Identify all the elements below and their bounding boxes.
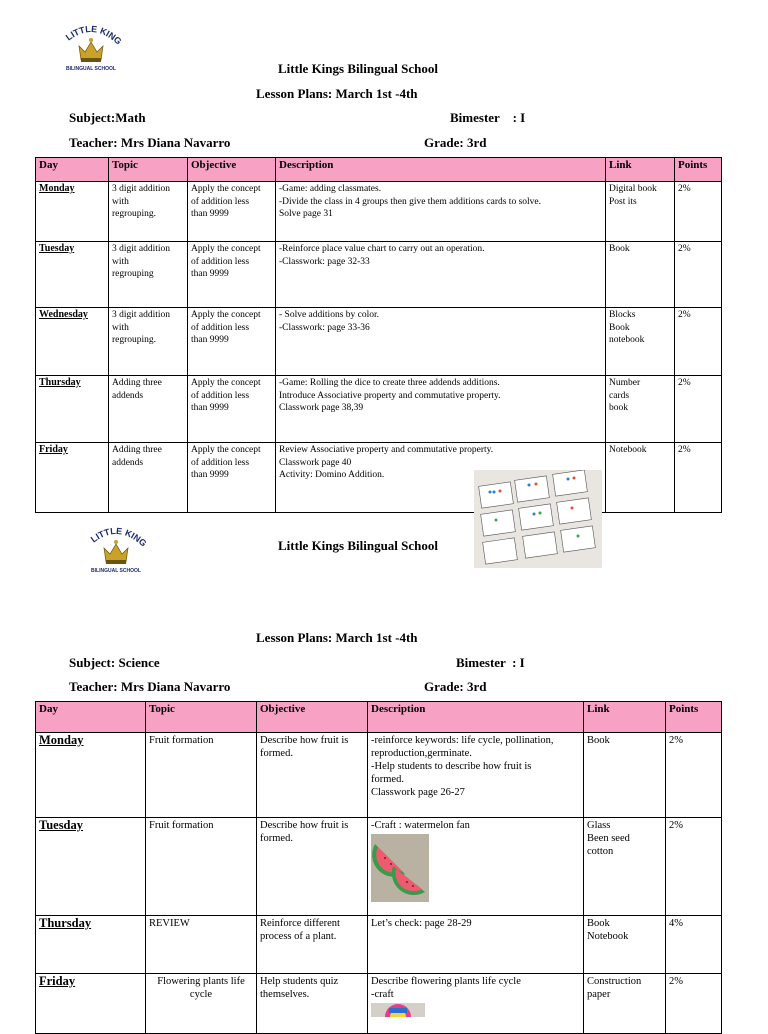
bimester-label: Bimester : I [450, 110, 526, 125]
lesson-plans-title: Lesson Plans: March 1st -4th [256, 86, 418, 101]
teacher-label-2: Teacher: Mrs Diana Navarro [69, 679, 231, 694]
link-cell: Book [584, 733, 666, 818]
school-logo-2 [80, 524, 152, 576]
topic-cell: Flowering plants life cycle [146, 974, 257, 1034]
table-row [36, 242, 722, 308]
description-cell [368, 818, 584, 916]
points-cell: 2% [675, 376, 722, 443]
objective-cell: Apply the concept of addition less than 9999 [188, 182, 276, 242]
svg-text:LITTLE KINGS [80, 524, 148, 549]
topic-cell: 3 digit addition with regrouping [109, 242, 188, 308]
table-header-row [36, 702, 722, 733]
table-row [36, 308, 722, 376]
day-monday-link[interactable]: Monday [39, 733, 84, 747]
column-header-points: Points [675, 158, 722, 182]
day-friday-link[interactable]: Friday [39, 444, 68, 455]
description-text: -Craft : watermelon fan [371, 820, 470, 831]
logo-subtext: BILINGUAL SCHOOL [91, 568, 141, 574]
column-header-topic: Topic [109, 158, 188, 182]
day-tuesday-link[interactable]: Tuesday [39, 243, 75, 254]
description-cell: -reinforce keywords: life cycle, pollination, reproduction,germinate. -Help students to describe how fruit is formed. Classwork page 26-27 [368, 733, 584, 818]
description-cell: Let’s check: page 28-29 [368, 916, 584, 974]
table-header-row [36, 158, 722, 182]
day-friday-link[interactable]: Friday [39, 974, 76, 988]
day-thursday-link[interactable]: Thursday [39, 916, 92, 930]
table-row [36, 916, 722, 974]
svg-text:LITTLE KINGS [55, 22, 123, 47]
link-cell: Notebook [606, 443, 675, 513]
points-cell: 2% [666, 818, 722, 916]
table-row [36, 818, 722, 916]
school-logo [55, 22, 127, 74]
lesson-plans-title-2: Lesson Plans: March 1st -4th [256, 630, 418, 645]
points-cell: 2% [675, 443, 722, 513]
math-lesson-table [35, 157, 722, 513]
column-header-points: Points [666, 702, 722, 733]
description-cell [368, 974, 584, 1034]
description-cell: - Solve additions by color. -Classwork: page 33-36 [276, 308, 606, 376]
topic-cell: Adding three addends [109, 376, 188, 443]
logo-arc-text: LITTLE KING [88, 525, 149, 549]
table-row [36, 182, 722, 242]
column-header-description: Description [368, 702, 584, 733]
points-cell: 2% [675, 242, 722, 308]
link-cell: Book [606, 242, 675, 308]
description-cell: -Game: adding classmates. -Divide the class in 4 groups then give them additions cards to solve. Solve page 31 [276, 182, 606, 242]
school-name: Little Kings Bilingual School [278, 61, 439, 76]
objective-cell: Apply the concept of addition less than 9999 [188, 242, 276, 308]
objective-cell: Describe how fruit is formed. [257, 733, 368, 818]
column-header-link: Link [584, 702, 666, 733]
day-thursday-link[interactable]: Thursday [39, 377, 81, 388]
column-header-day: Day [36, 702, 146, 733]
bimester-label-2: Bimester : I [456, 655, 525, 670]
objective-cell: Apply the concept of addition less than 9999 [188, 308, 276, 376]
table-row [36, 443, 722, 513]
column-header-objective: Objective [257, 702, 368, 733]
topic-cell: Fruit formation [146, 818, 257, 916]
subject-label: Subject:Math [69, 110, 146, 125]
points-cell: 2% [666, 733, 722, 818]
crown-logo-icon [55, 22, 127, 66]
link-cell: Digital book Post its [606, 182, 675, 242]
link-cell: Blocks Book notebook [606, 308, 675, 376]
science-lesson-table [35, 701, 722, 1034]
link-cell: Number cards book [606, 376, 675, 443]
objective-cell: Apply the concept of addition less than 9999 [188, 376, 276, 443]
description-text: Describe flowering plants life cycle -craft [371, 976, 521, 1000]
table-row [36, 974, 722, 1034]
topic-cell: 3 digit addition with regrouping. [109, 308, 188, 376]
description-cell: -Reinforce place value chart to carry out an operation. -Classwork: page 32-33 [276, 242, 606, 308]
column-header-objective: Objective [188, 158, 276, 182]
day-tuesday-link[interactable]: Tuesday [39, 818, 84, 832]
grade-label-2: Grade: 3rd [424, 679, 487, 694]
logo-subtext: BILINGUAL SCHOOL [66, 66, 116, 72]
table-row [36, 376, 722, 443]
column-header-topic: Topic [146, 702, 257, 733]
description-cell: Review Associative property and commutative property. Classwork page 40 Activity: Domino Addition. [276, 443, 606, 513]
day-monday-link[interactable]: Monday [39, 183, 75, 194]
table-row [36, 733, 722, 818]
logo-arc-text: LITTLE KING [63, 23, 124, 47]
objective-cell: Apply the concept of addition less than 9999 [188, 443, 276, 513]
objective-cell: Reinforce different process of a plant. [257, 916, 368, 974]
crown-logo-icon [80, 524, 152, 568]
topic-cell: Adding three addends [109, 443, 188, 513]
flower-craft-photo [371, 1003, 425, 1017]
link-cell: Book Notebook [584, 916, 666, 974]
points-cell: 2% [675, 182, 722, 242]
description-cell: -Game: Rolling the dice to create three addends additions. Introduce Associative property and commutative property. Classwork page 38,39 [276, 376, 606, 443]
link-cell: Glass Been seed cotton [584, 818, 666, 916]
objective-cell: Describe how fruit is formed. [257, 818, 368, 916]
topic-cell: Fruit formation [146, 733, 257, 818]
column-header-day: Day [36, 158, 109, 182]
topic-cell: 3 digit addition with regrouping. [109, 182, 188, 242]
grade-label: Grade: 3rd [424, 135, 487, 150]
subject-label-2: Subject: Science [69, 655, 160, 670]
link-cell: Construction paper [584, 974, 666, 1034]
teacher-label: Teacher: Mrs Diana Navarro [69, 135, 231, 150]
points-cell: 4% [666, 916, 722, 974]
school-name-2: Little Kings Bilingual School [278, 538, 439, 553]
objective-cell: Help students quiz themselves. [257, 974, 368, 1034]
column-header-link: Link [606, 158, 675, 182]
day-wednesday-link[interactable]: Wednesday [39, 309, 88, 320]
column-header-description: Description [276, 158, 606, 182]
watermelon-fan-photo [371, 834, 429, 902]
points-cell: 2% [666, 974, 722, 1034]
domino-addition-photo [474, 470, 602, 568]
topic-cell: REVIEW [146, 916, 257, 974]
points-cell: 2% [675, 308, 722, 376]
